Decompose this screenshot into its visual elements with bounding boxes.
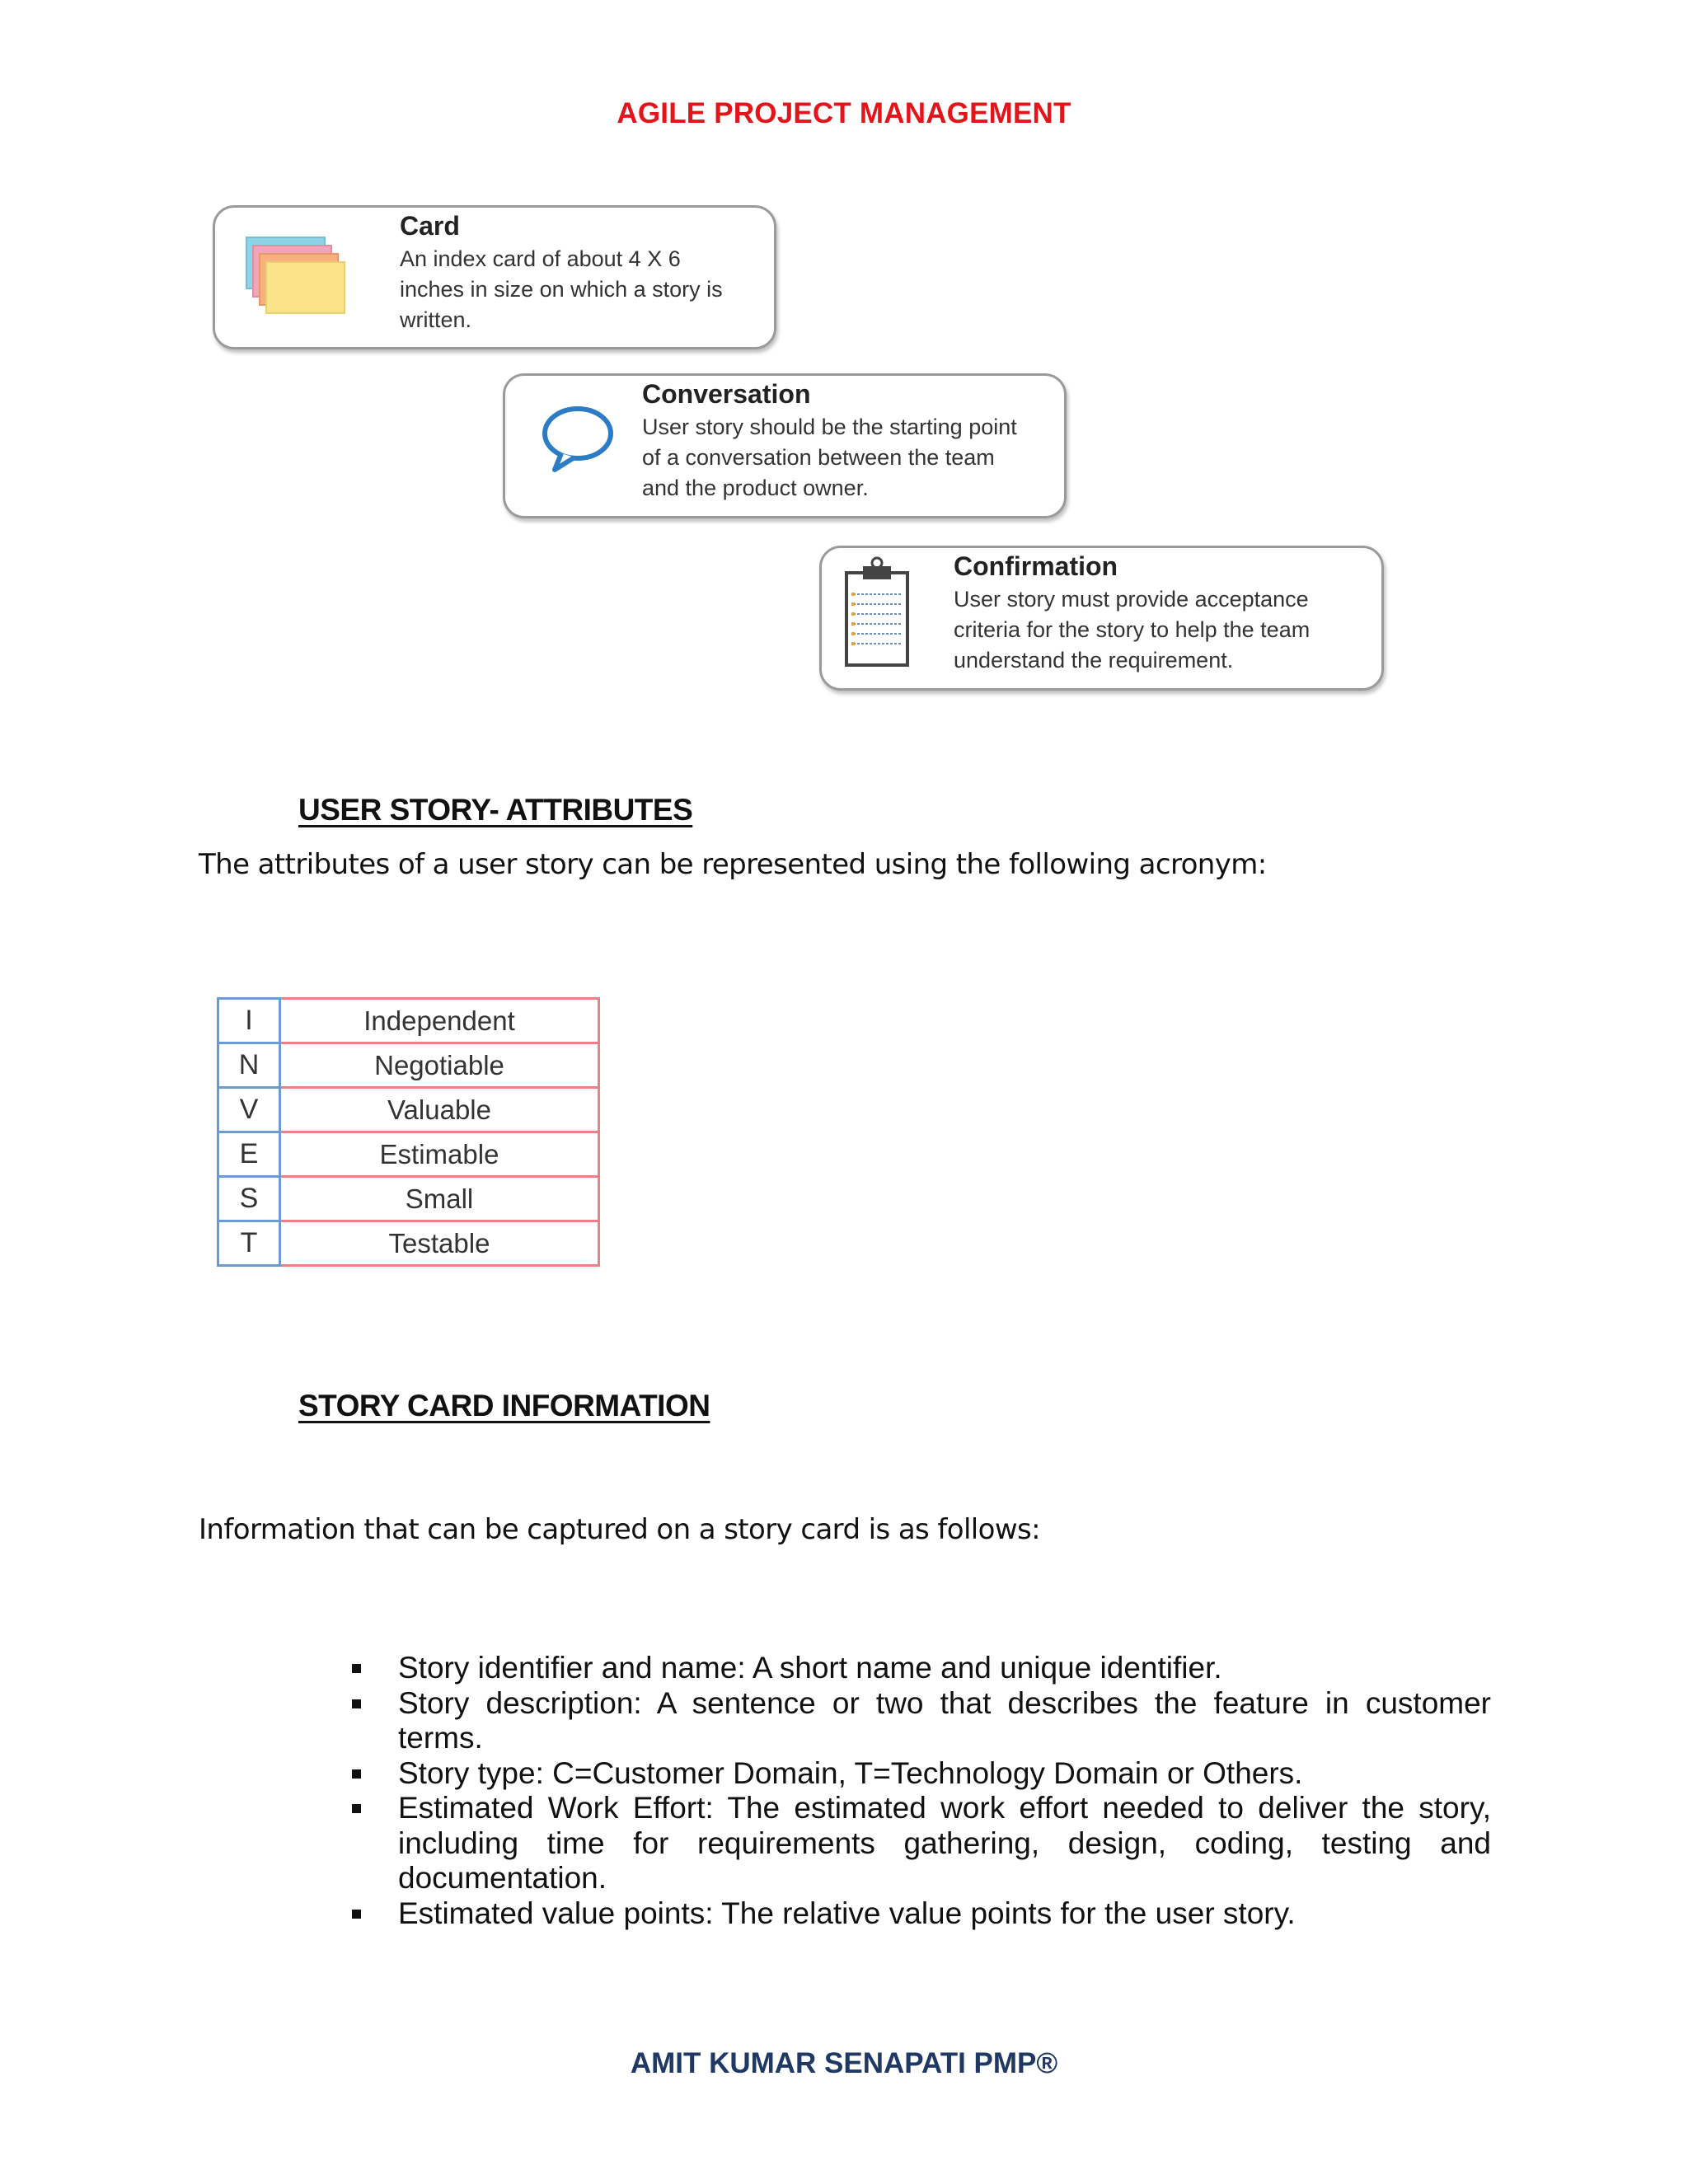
invest-letter: I [218,999,280,1043]
index-cards-icon [240,231,347,321]
table-row [218,1177,599,1221]
invest-word: Estimable [280,1132,599,1177]
list-item: Estimated Work Effort: The estimated work effort needed to deliver the story, including time for requirements gathering, design, coding, testing and documentation. [398,1791,1491,1896]
page-header-title: AGILE PROJECT MANAGEMENT [617,97,1071,129]
invest-letter: E [218,1132,280,1177]
invest-letter: N [218,1043,280,1088]
list-item: Estimated value points: The relative value points for the user story. [398,1896,1491,1932]
invest-word: Negotiable [280,1043,599,1088]
bullet-icon [352,1769,361,1779]
invest-letter: S [218,1177,280,1221]
conversation-concept-box [503,373,1067,518]
story-card-list [398,1651,1491,1931]
card-concept-box [213,205,776,349]
speech-bubble-icon [537,402,619,476]
card-title: Card [400,211,460,241]
page-footer-author: AMIT KUMAR SENAPATI PMP® [630,2047,1058,2079]
confirmation-description: User story must provide acceptance criteria for the story to help the team understand the requirement. [954,587,1311,673]
invest-letter: V [218,1088,280,1132]
bullet-icon [352,1664,361,1673]
bullet-icon [352,1910,361,1919]
invest-table [217,997,600,1267]
list-item: Story type: C=Customer Domain, T=Technology Domain or Others. [398,1756,1491,1792]
bullet-icon [352,1804,361,1813]
table-row [218,1221,599,1266]
conversation-description: User story should be the starting point of a conversation between the team and the product owner. [642,415,1017,500]
invest-letter: T [218,1221,280,1266]
table-row [218,1088,599,1132]
story-card-heading: STORY CARD INFORMATION [298,1389,710,1422]
table-row [218,1043,599,1088]
card-description: An index card of about 4 X 6 inches in size on which a story is written. [400,246,723,332]
invest-word: Testable [280,1221,599,1266]
attributes-heading: USER STORY- ATTRIBUTES [298,793,693,827]
list-item: Story identifier and name: A short name and unique identifier. [398,1651,1491,1686]
attributes-intro: The attributes of a user story can be represented using the following acronym: [199,848,1267,881]
table-row [218,999,599,1043]
invest-word: Valuable [280,1088,599,1132]
clipboard-icon [840,556,914,672]
list-item: Story description: A sentence or two that describes the feature in customer terms. [398,1686,1491,1756]
story-card-intro: Information that can be captured on a story card is as follows: [199,1513,1041,1546]
invest-word: Independent [280,999,599,1043]
conversation-title: Conversation [642,379,811,409]
bullet-icon [352,1699,361,1708]
invest-word: Small [280,1177,599,1221]
confirmation-title: Confirmation [954,551,1118,581]
table-row [218,1132,599,1177]
confirmation-concept-box [819,546,1384,691]
